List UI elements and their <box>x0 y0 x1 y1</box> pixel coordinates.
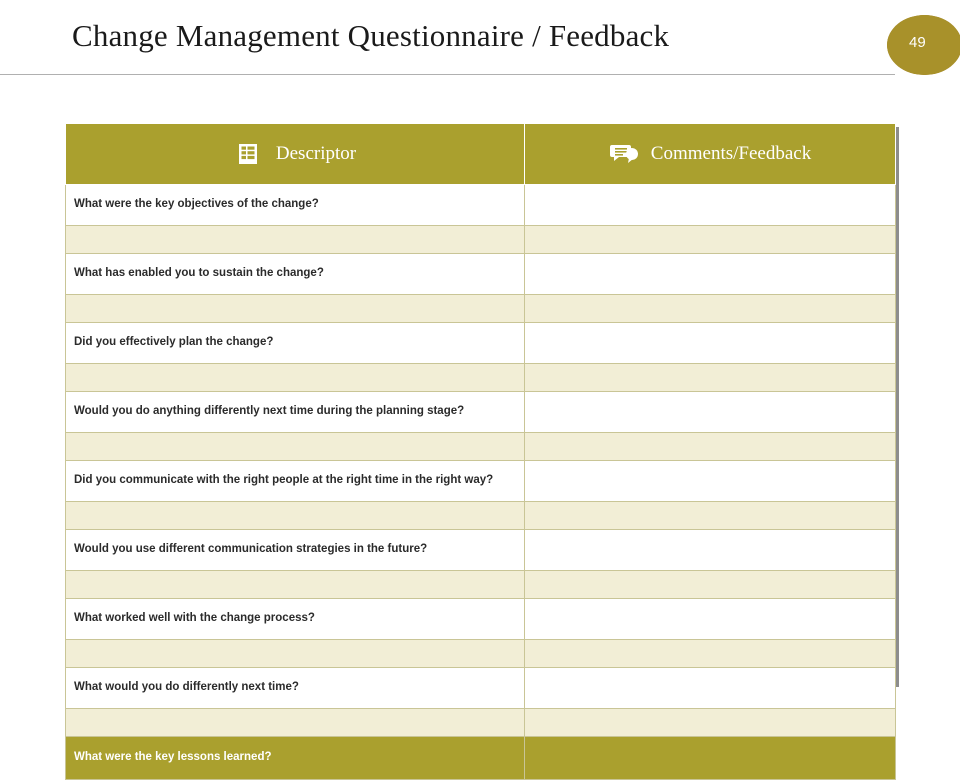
table-row <box>66 185 896 226</box>
table-row-highlighted <box>66 737 896 780</box>
column-header-descriptor-label: Descriptor <box>275 143 357 164</box>
descriptor-spacer-cell <box>66 295 525 323</box>
questionnaire-table-wrap <box>65 123 895 780</box>
comment-cell[interactable] <box>525 530 896 571</box>
comment-spacer-cell[interactable] <box>525 709 896 737</box>
comment-cell[interactable] <box>525 254 896 295</box>
descriptor-spacer-cell <box>66 226 525 254</box>
column-header-comments-label: Comments/Feedback <box>650 143 812 164</box>
table-row-spacer <box>66 640 896 668</box>
comment-cell[interactable] <box>525 599 896 640</box>
table-row-spacer <box>66 295 896 323</box>
table-header-row <box>66 124 896 185</box>
descriptor-cell: What would you do differently next time? <box>66 668 525 709</box>
descriptor-cell: Would you use different communication strategies in the future? <box>66 530 525 571</box>
comment-cell[interactable] <box>525 461 896 502</box>
comment-spacer-cell[interactable] <box>525 295 896 323</box>
column-header-descriptor <box>66 124 525 185</box>
comment-spacer-cell[interactable] <box>525 364 896 392</box>
comment-cell[interactable] <box>525 392 896 433</box>
comment-spacer-cell[interactable] <box>525 640 896 668</box>
descriptor-spacer-cell <box>66 640 525 668</box>
table-body <box>66 185 896 780</box>
descriptor-cell: What worked well with the change process? <box>66 599 525 640</box>
comment-spacer-cell[interactable] <box>525 571 896 599</box>
table-row-spacer <box>66 571 896 599</box>
slide-number: 49 <box>909 34 926 51</box>
comment-cell[interactable] <box>525 737 896 780</box>
descriptor-spacer-cell <box>66 364 525 392</box>
questionnaire-table <box>65 123 896 780</box>
table-row-spacer <box>66 502 896 530</box>
comment-cell[interactable] <box>525 185 896 226</box>
comment-bubbles-icon <box>609 140 637 168</box>
slide-header <box>0 0 960 78</box>
table-row <box>66 323 896 364</box>
descriptor-spacer-cell <box>66 709 525 737</box>
table-row <box>66 668 896 709</box>
table-row <box>66 254 896 295</box>
column-header-comments <box>525 124 896 185</box>
descriptor-spacer-cell <box>66 433 525 461</box>
table-row <box>66 599 896 640</box>
table-row-spacer <box>66 226 896 254</box>
descriptor-cell: What has enabled you to sustain the change? <box>66 254 525 295</box>
header-divider <box>0 74 895 75</box>
descriptor-spacer-cell <box>66 571 525 599</box>
comment-cell[interactable] <box>525 668 896 709</box>
table-row <box>66 530 896 571</box>
descriptor-spacer-cell <box>66 502 525 530</box>
slide-number-badge <box>887 15 960 75</box>
descriptor-cell: Did you effectively plan the change? <box>66 323 525 364</box>
page-title: Change Management Questionnaire / Feedback <box>72 18 670 53</box>
table-row <box>66 461 896 502</box>
comment-spacer-cell[interactable] <box>525 502 896 530</box>
table-row <box>66 392 896 433</box>
table-row-spacer <box>66 709 896 737</box>
descriptor-cell: What were the key lessons learned? <box>66 737 525 780</box>
comment-spacer-cell[interactable] <box>525 433 896 461</box>
comment-spacer-cell[interactable] <box>525 226 896 254</box>
descriptor-cell: Did you communicate with the right people at the right time in the right way? <box>66 461 525 502</box>
descriptor-cell: Would you do anything differently next time during the planning stage? <box>66 392 525 433</box>
spreadsheet-icon <box>234 140 262 168</box>
table-row-spacer <box>66 364 896 392</box>
table-row-spacer <box>66 433 896 461</box>
comment-cell[interactable] <box>525 323 896 364</box>
descriptor-cell: What were the key objectives of the change? <box>66 185 525 226</box>
